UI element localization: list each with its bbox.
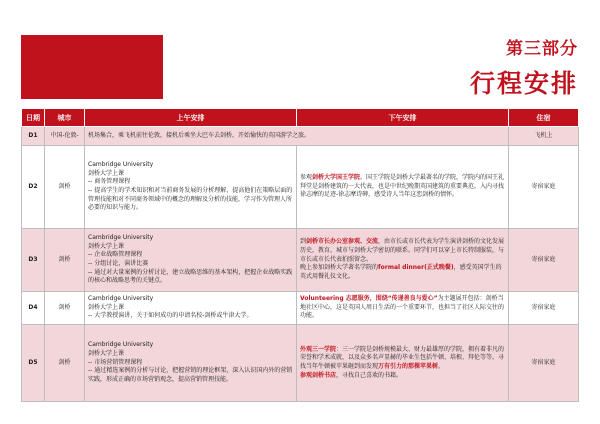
header-day: 日期: [22, 109, 45, 127]
city-cell: 剑桥: [45, 229, 85, 292]
course-name: -- 市场营销管理课程: [88, 358, 143, 366]
stay-cell: 寄宿家庭: [509, 292, 579, 325]
table-row: [22, 325, 579, 402]
pm-highlight: Volunteering 志愿服务，围绕“传递善良与爱心”: [300, 294, 438, 302]
day-cell: D3: [22, 229, 45, 292]
afternoon-cell: [297, 292, 509, 325]
morning-cell: [85, 229, 297, 292]
course-class: 剑桥大学上课: [88, 169, 125, 177]
city-cell: 中国-伦敦-: [45, 127, 85, 146]
pm-highlight: formal dinner(正式晚餐): [378, 264, 454, 272]
afternoon-cell: [297, 325, 509, 402]
city-cell: 剑桥: [45, 146, 85, 229]
table-row: [22, 292, 579, 325]
stay-cell: 寄宿家庭: [509, 325, 579, 402]
pm-text: 晚上参加剑桥大学著名学院的: [300, 264, 379, 272]
course-university: Cambridge University: [88, 294, 154, 302]
header-city: 城市: [45, 109, 85, 127]
header-accommodation: 住宿: [509, 109, 579, 127]
day-cell: D4: [22, 292, 45, 325]
course-name: -- 商务管理课程: [88, 178, 131, 186]
header-afternoon: 下午安排: [297, 109, 509, 127]
pm-highlight: 万有引力的那棵苹果树: [378, 363, 439, 370]
itinerary-table: [21, 108, 579, 402]
pm-text: 到: [300, 238, 307, 246]
pm-text: 参观: [300, 173, 313, 181]
afternoon-cell: [297, 229, 509, 292]
section-label: 第三部分: [506, 39, 578, 59]
course-university: Cambridge University: [88, 341, 154, 349]
city-cell: 剑桥: [45, 292, 85, 325]
pm-highlight: 参观剑桥书店: [300, 371, 337, 379]
pm-highlight: 剑桥大学国王学院: [312, 173, 361, 181]
table-header-row: [22, 109, 579, 127]
pm-text: ，寻找自己喜欢的书籍。: [336, 371, 403, 379]
day-cell: D1: [22, 127, 45, 146]
course-activity: -- 分组讨论，演讲比赛: [88, 260, 149, 267]
afternoon-cell: [297, 146, 509, 229]
table-row: [22, 146, 579, 229]
day-cell: D5: [22, 325, 45, 402]
pm-text: 。国王学院是剑桥大学最著名的学院，学院内的国王礼拜堂是剑桥建筑的一大代表，也是中世纪晚期英国建筑的重要典范。入内寻找徐志摩的足迹-徐志摩诗碑，感受诗人当年这恋剑桥的情怀。: [300, 173, 505, 199]
schedule-cell: [85, 127, 509, 146]
course-university: Cambridge University: [88, 233, 154, 241]
course-desc: -- 通过对大量案例的分析讨论，建立战略思维的基本架构，把握企业战略实践的核心和战略思考的关键点。: [88, 268, 293, 285]
decorative-red-block: [21, 35, 163, 99]
course-class: 剑桥大学上课: [88, 349, 125, 357]
morning-cell: [85, 325, 297, 402]
course-class: 剑桥大学上课: [88, 303, 125, 311]
header-morning: 上午安排: [85, 109, 297, 127]
pm-highlight: 剑桥市长办公室参观、交流: [306, 238, 379, 246]
day-cell: D2: [22, 146, 45, 229]
course-class: 剑桥大学上课: [88, 242, 125, 250]
schedule-text: 机场集合，乘飞机前往伦敦，接机后乘坐大巴车去剑桥，开始愉快的英国游学之旅。: [88, 131, 311, 139]
pm-highlight: 外观三一学院: [300, 345, 337, 353]
stay-cell: 寄宿家庭: [509, 229, 579, 292]
stay-cell: 飞机上: [509, 127, 579, 146]
course-desc: -- 大学教授演讲，关于如何成功的申请名校-剑桥或牛津大学。: [88, 312, 253, 320]
morning-cell: [85, 292, 297, 325]
pm-text: 。: [438, 363, 445, 370]
course-university: Cambridge University: [88, 160, 154, 168]
pm-text: 为主题展开包括：剑桥当地社区中心，这是英国人周日生活的一个重要环节，也担当了社区人际交往的功能。: [300, 294, 505, 320]
pm-text: ，感受英国学生的英式用餐礼仪文化。: [300, 264, 502, 281]
pm-text: ，由市长或市长代表为学生演讲剑桥的文化发展历史，教育，城市与剑桥大学密切的联系。同学们可以穿上市长特制服装，与市长或市长代表拍照留念。: [300, 238, 505, 263]
table-row: [22, 229, 579, 292]
table-row: [22, 127, 579, 146]
pm-text: ：三一学院是剑桥规模最大、财力最雄厚的学院，拥有着非凡的荣誉和学术成就，以及众多名声显赫的毕业生包括牛顿、培根、拜伦等等。寻找当年牛顿被苹果砸到而发现: [300, 345, 505, 370]
morning-cell: [85, 146, 297, 229]
course-name: -- 企业战略管理课程: [88, 251, 143, 259]
stay-cell: 寄宿家庭: [509, 146, 579, 229]
page-title: 行程安排: [469, 69, 578, 98]
city-cell: 剑桥: [45, 325, 85, 402]
course-desc: -- 通过精选案例的分析与讨论，把握营销的理论框架，深入认识国内外的营销实践，形成正确的市场营销观念，提高营销管理技能。: [88, 367, 293, 384]
course-desc: -- 提高学生的学术知识和对当前商务发展的分析理解，提高他们在策略层面的管理技能和对不同商务领域中的概念的理解及分析的技能，学习作为管理人所必要的知识与能力。: [88, 187, 293, 212]
